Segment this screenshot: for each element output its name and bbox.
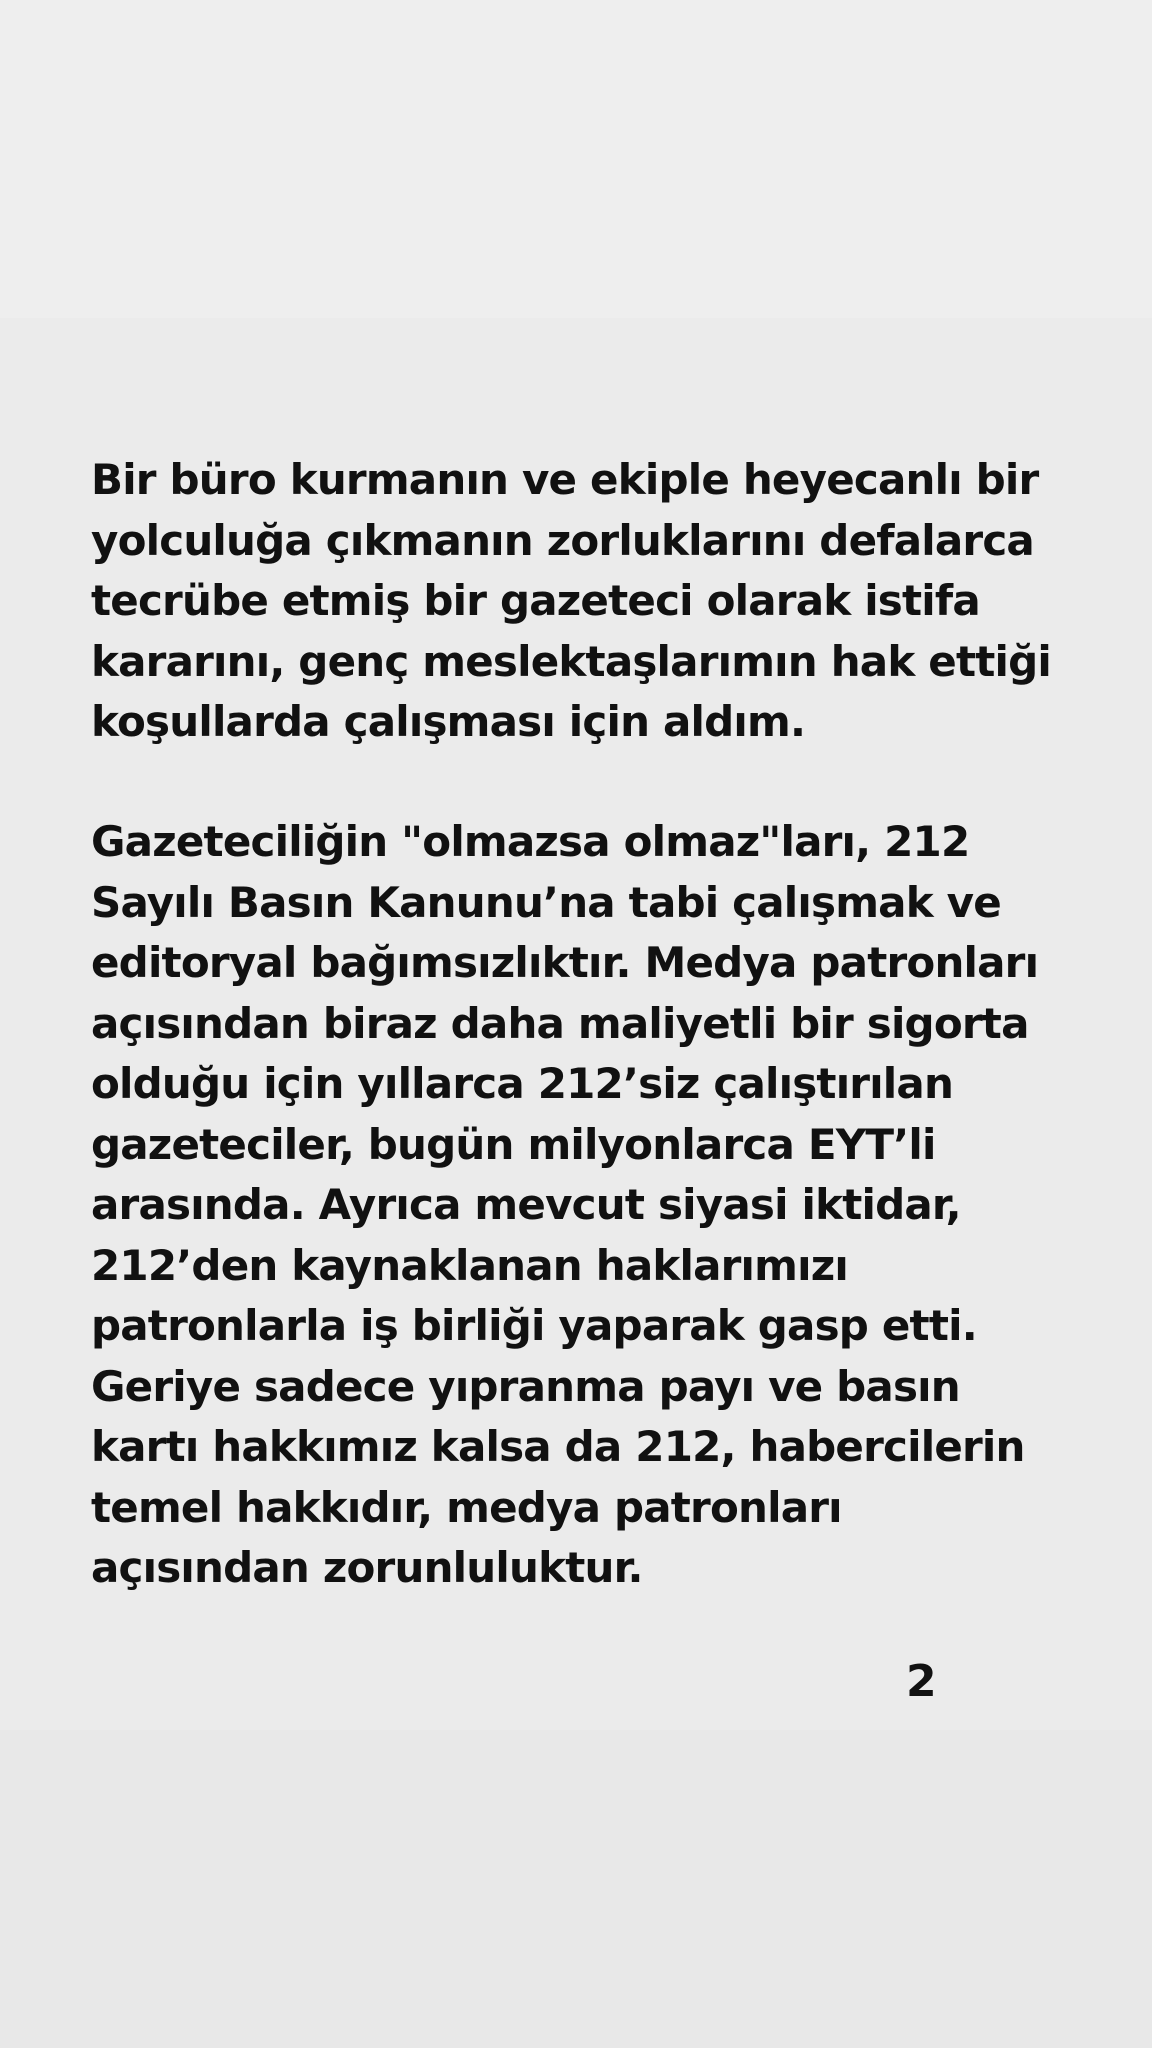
text-line: açısından zorunluluktur. — [91, 1543, 643, 1592]
text-line: Gazeteciliğin "olmazsa olmaz"ları, 212 — [91, 817, 970, 866]
text-line: temel hakkıdır, medya patronları — [91, 1482, 842, 1532]
bottom-background — [0, 1730, 1152, 2048]
text-line: editoryal bağımsızlıktır. Medya patronları — [91, 938, 1039, 987]
text-line: Geriye sadece yıpranma payı ve basın — [91, 1361, 960, 1411]
top-background — [0, 0, 1152, 318]
paragraph-1 — [91, 450, 1091, 753]
text-line: arasında. Ayrıca mevcut siyasi iktidar, — [91, 1180, 961, 1229]
text-line: patronlarla iş birliği yaparak gasp etti. — [91, 1301, 977, 1350]
text-line: kararını, genç meslektaşlarımın hak ettiği — [91, 636, 1051, 686]
text-line: açısından biraz daha maliyetli bir sigorta — [91, 998, 1029, 1048]
text-line: koşullarda çalışması için aldım. — [91, 697, 806, 746]
page-number: 2 — [906, 1656, 937, 1707]
text-line: yolculuğa çıkmanın zorluklarını defalarca — [91, 515, 1034, 565]
text-line: kartı hakkımız kalsa da 212, habercilerin — [91, 1422, 1025, 1471]
text-line: olduğu için yıllarca 212’siz çalıştırılan — [91, 1059, 954, 1108]
paragraph-2 — [91, 812, 1091, 1599]
text-line: Bir büro kurmanın ve ekiple heyecanlı bir — [91, 455, 1039, 504]
text-line: Sayılı Basın Kanunu’na tabi çalışmak ve — [91, 877, 1001, 927]
text-line: 212’den kaynaklanan haklarımızı — [91, 1240, 848, 1290]
text-line: tecrübe etmiş bir gazeteci olarak istifa — [91, 576, 980, 625]
text-line: gazeteciler, bugün milyonlarca EYT’li — [91, 1119, 936, 1169]
